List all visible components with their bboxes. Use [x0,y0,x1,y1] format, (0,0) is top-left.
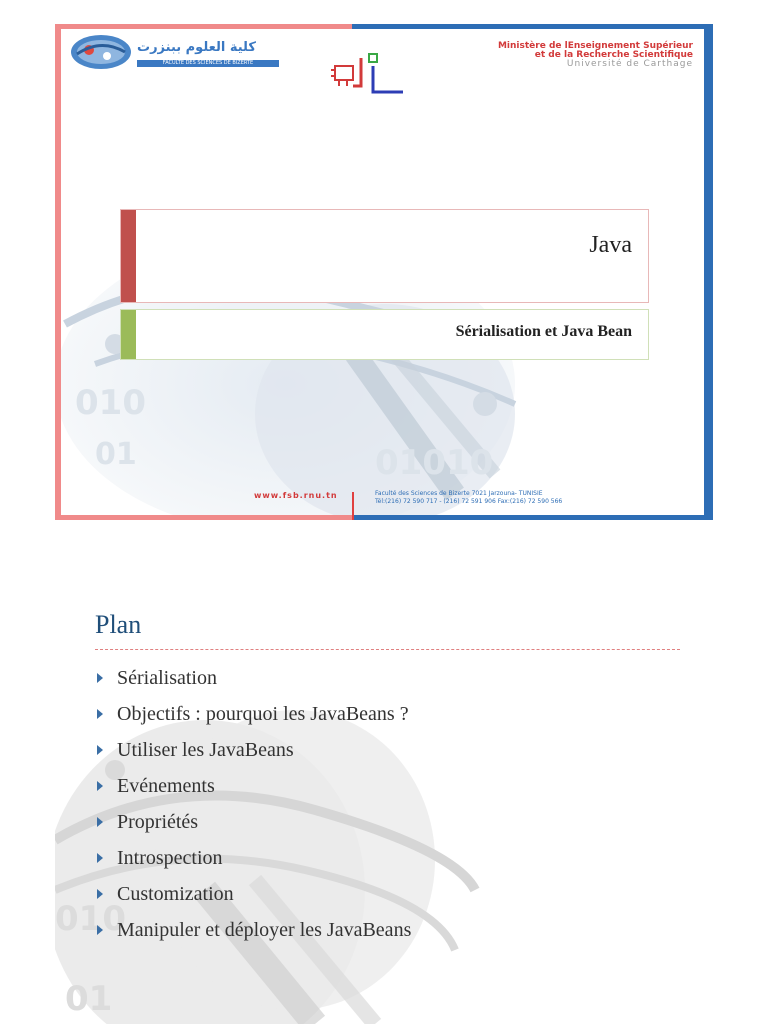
list-item-text: Manipuler et déployer les JavaBeans [117,918,412,941]
list-item [95,732,411,768]
list-item-text: Evénements [117,774,215,797]
bottom-border-blue [352,515,713,520]
triangle-right-icon [97,709,103,719]
bottom-border-red [55,515,352,520]
ministry-header [498,42,693,69]
subtitle-box [120,309,649,360]
list-item [95,804,411,840]
list-item-text: Utiliser les JavaBeans [117,738,294,761]
triangle-right-icon [97,745,103,755]
slide-subtitle: Sérialisation et Java Bean [455,323,632,340]
title-slide [55,24,713,520]
university-logo-icon [327,46,409,98]
footer-address-line-1: Faculté des Sciences de Bizerte 7021 Jarzouna- TUNISIE [375,490,543,497]
svg-text:010: 010 [75,383,146,423]
plan-slide [55,590,713,1024]
list-item [95,912,411,948]
plan-list [95,660,411,948]
title-divider [95,649,680,650]
top-border-red [55,24,352,29]
subtitle-accent-bar [121,310,136,359]
svg-text:01010: 01010 [375,443,494,483]
list-item-text: Introspection [117,846,223,869]
list-item [95,696,411,732]
list-item [95,768,411,804]
ministry-line-2: et de la Recherche Scientifique [534,50,693,60]
svg-text:01: 01 [65,979,113,1019]
triangle-right-icon [97,853,103,863]
svg-text:01: 01 [95,437,137,472]
ministry-line-3: Université de Carthage [566,59,693,69]
list-item [95,876,411,912]
title-accent-bar [121,210,136,302]
svg-text:010: 010 [55,899,126,939]
right-border-blue [704,24,713,520]
list-item [95,660,411,696]
list-item-text: Objectifs : pourquoi les JavaBeans ? [117,702,409,725]
triangle-right-icon [97,781,103,791]
footer-url: www.fsb.rnu.tn [254,491,338,500]
footer-address-line-2: Tél:(216) 72 590 717 - (216) 72 591 906 Fax:(216) 72 590 566 [375,498,563,505]
title-box [120,209,649,303]
triangle-right-icon [97,673,103,683]
list-item-text: Propriétés [117,810,199,833]
triangle-right-icon [97,817,103,827]
slide-title: Plan [95,610,142,639]
triangle-right-icon [97,925,103,935]
ministry-line-1: Ministère de lEnseignement Supérieur [497,41,693,51]
top-border-blue [352,24,713,29]
footer-address [375,490,562,506]
triangle-right-icon [97,889,103,899]
logo-arabic-text: كلية العلوم ببنزرت [137,40,256,55]
list-item-text: Customization [117,882,234,905]
slide-title: Java [589,232,632,258]
logo-french-text: FACULTE DES SCIENCES DE BIZERTE [137,60,279,67]
list-item-text: Sérialisation [117,666,217,689]
list-item [95,840,411,876]
footer-divider [352,492,354,520]
left-border-red [55,24,61,520]
